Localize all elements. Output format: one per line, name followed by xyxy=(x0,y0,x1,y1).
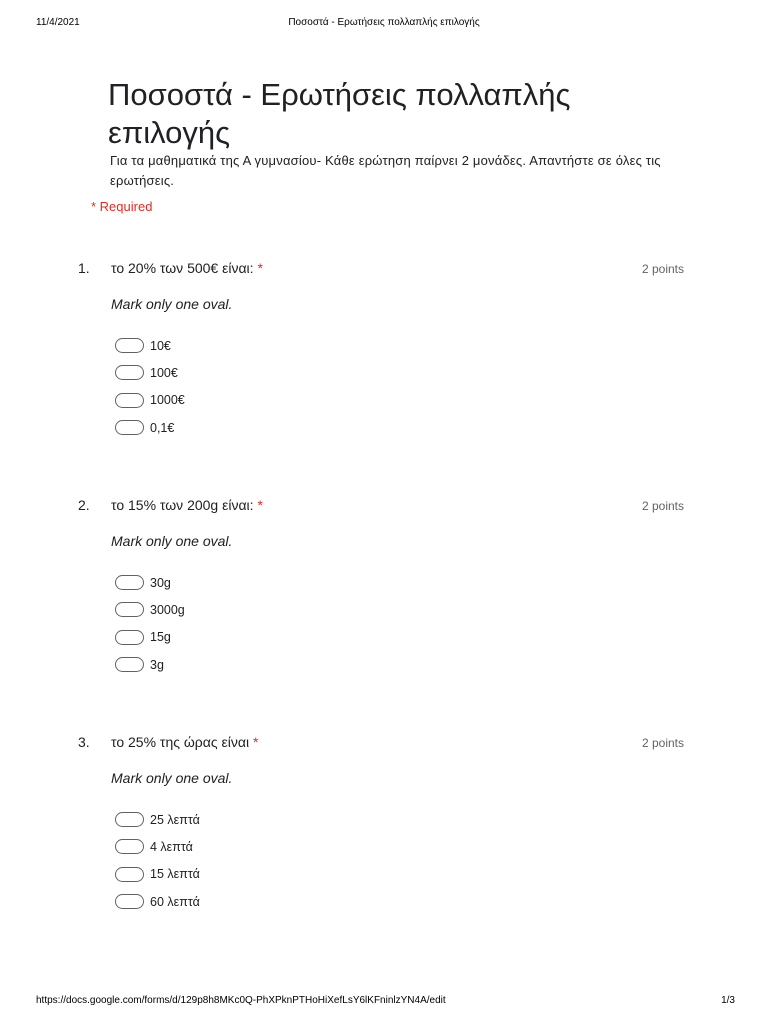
required-asterisk: * xyxy=(252,734,259,750)
radio-oval[interactable] xyxy=(115,630,144,645)
question-label: το 15% των 200g είναι: xyxy=(111,497,254,513)
question-points: 2 points xyxy=(641,736,684,750)
print-date: 11/4/2021 xyxy=(36,17,80,28)
option-label: 0,1€ xyxy=(150,420,175,435)
radio-oval[interactable] xyxy=(115,365,144,380)
question-label: το 25% της ώρας είναι xyxy=(111,734,250,750)
print-footer xyxy=(0,995,768,1009)
question-text xyxy=(111,260,263,276)
option-label: 60 λεπτά xyxy=(150,894,200,909)
radio-oval[interactable] xyxy=(115,602,144,617)
form-title: Ποσοστά - Ερωτήσεις πολλαπλής επιλογής xyxy=(108,77,571,150)
radio-oval[interactable] xyxy=(115,338,144,353)
question-hint: Mark only one oval. xyxy=(111,770,233,786)
print-title: Ποσοστά - Ερωτήσεις πολλαπλής επιλογής xyxy=(288,17,480,28)
question-label: το 20% των 500€ είναι: xyxy=(111,260,254,276)
option-label: 1000€ xyxy=(150,393,185,408)
option[interactable] xyxy=(115,387,185,414)
option-label: 30g xyxy=(150,575,171,590)
option-label: 15g xyxy=(150,630,171,645)
question-text xyxy=(111,734,258,750)
option[interactable] xyxy=(115,569,185,596)
radio-oval[interactable] xyxy=(115,867,144,882)
required-asterisk: * xyxy=(257,260,263,276)
radio-oval[interactable] xyxy=(115,812,144,827)
option-label: 15 λεπτά xyxy=(150,867,200,882)
radio-oval[interactable] xyxy=(115,393,144,408)
question-number: 1. xyxy=(78,260,90,276)
question-1 xyxy=(0,260,768,470)
radio-oval[interactable] xyxy=(115,575,144,590)
required-asterisk: * xyxy=(257,497,263,513)
radio-oval[interactable] xyxy=(115,839,144,854)
option-label: 100€ xyxy=(150,365,178,380)
question-text xyxy=(111,497,263,513)
question-number: 2. xyxy=(78,497,90,513)
option[interactable] xyxy=(115,861,200,888)
question-3 xyxy=(0,734,768,944)
option[interactable] xyxy=(115,888,200,915)
question-2 xyxy=(0,497,768,707)
option-list xyxy=(115,806,200,915)
question-number: 3. xyxy=(78,734,90,750)
page-number: 1/3 xyxy=(721,995,735,1006)
option[interactable] xyxy=(115,651,185,678)
option[interactable] xyxy=(115,624,185,651)
form-description: Για τα μαθηματικά της Α γυμνασίου- Κάθε ερώτηση παίρνει 2 μονάδες. Απαντήστε σε όλες τις ερωτήσεις. xyxy=(110,153,661,188)
option[interactable] xyxy=(115,332,185,359)
question-points: 2 points xyxy=(641,262,684,276)
option-label: 4 λεπτά xyxy=(150,839,193,854)
option-label: 3g xyxy=(150,657,164,672)
option-label: 25 λεπτά xyxy=(150,812,200,827)
question-hint: Mark only one oval. xyxy=(111,296,233,312)
print-header xyxy=(0,17,768,31)
option[interactable] xyxy=(115,414,185,441)
option-list xyxy=(115,332,185,441)
option-label: 10€ xyxy=(150,338,171,353)
question-points: 2 points xyxy=(641,499,684,513)
radio-oval[interactable] xyxy=(115,657,144,672)
option[interactable] xyxy=(115,806,200,833)
option[interactable] xyxy=(115,359,185,386)
option-list xyxy=(115,569,185,678)
option-label: 3000g xyxy=(150,602,185,617)
print-url: https://docs.google.com/forms/d/129p8h8MKc0Q-PhXPknPTHoHiXefLsY6lKFninlzYN4A/edit xyxy=(36,995,446,1006)
required-note: * Required xyxy=(91,199,153,214)
option[interactable] xyxy=(115,833,200,860)
question-hint: Mark only one oval. xyxy=(111,533,233,549)
radio-oval[interactable] xyxy=(115,894,144,909)
option[interactable] xyxy=(115,596,185,623)
radio-oval[interactable] xyxy=(115,420,144,435)
